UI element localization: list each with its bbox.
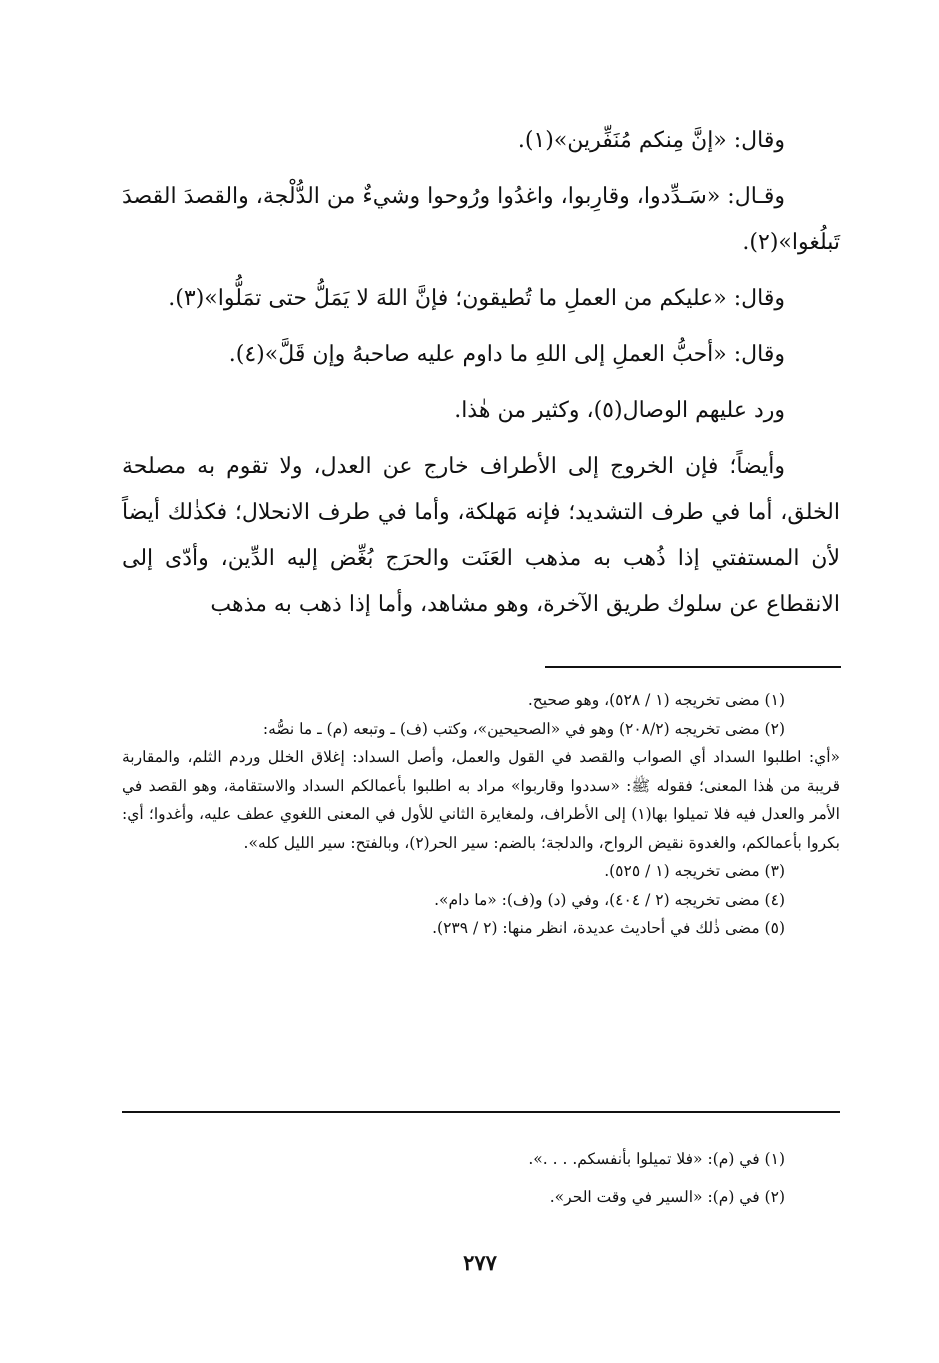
footnote-1: (١) مضى تخريجه (١ / ٥٢٨)، وهو صحيح. [527, 691, 785, 709]
main-text [122, 118, 840, 638]
paragraph-6: وأيضاً؛ فإن الخروج إلى الأطراف خارج عن العدل، ولا تقوم به مصلحة الخلق، أما في طرف التشديد؛ فإنه مَهلكة، وأما في طرف الانحلال؛ فكذٰلك أيضاً لأن المستفتي إذا ذُهب به مذهب العَنَت والحرَج بُغِّض إليه الدِّين، وأدّى إلى الانقطاع عن سلوك طريق الآخرة، وهو مشاهد، وأما إذا ذهب به مذهب [122, 454, 840, 617]
footnotes [122, 686, 840, 943]
paragraph-5: ورد عليهم الوصال(٥)، وكثير من هٰذا. [454, 398, 785, 423]
footnote-separator [545, 666, 841, 668]
page-number: ٢٧٧ [463, 1250, 497, 1275]
footnote-2: (٢) مضى تخريجه (٢٠٨/٢) وهو في «الصحيحين»، وكتب (ف) ـ وتبعه (م) ـ ما نصُّه: [262, 719, 785, 738]
variant-notes [122, 1140, 840, 1216]
footnote-3: (٣) مضى تخريجه (١ / ٥٢٥). [604, 862, 785, 880]
variant-notes-separator [122, 1111, 840, 1113]
footnote-4: (٤) مضى تخريجه (٢ / ٤٠٤)، وفي (د) و(ف): «ما دام». [434, 890, 785, 909]
paragraph-2: وقـال: «سَـدِّدوا، وقارِبوا، واغدُوا ورُوحوا وشيءٌ من الدُّلْجة، والقصدَ القصدَ تَبلُغوا»(٢). [122, 184, 840, 255]
variant-note-2: (٢) في (م): «السير في وقت الحر». [549, 1188, 785, 1206]
paragraph-3: وقال: «عليكم من العملِ ما تُطيقون؛ فإنَّ اللهَ لا يَمَلُّ حتى تمَلُّوا»(٣). [168, 286, 785, 311]
footnote-5: (٥) مضى ذٰلك في أحاديث عديدة، انظر منها: (٢ / ٢٣٩). [432, 919, 785, 937]
footnote-2-quote: «أي: اطلبوا السداد أي الصواب والقصد في القول والعمل، وأصل السداد: إغلاق الخلل وردم الثلم، والمقاربة قريبة من هٰذا المعنى؛ فقوله ﷺ: «سددوا وقاربوا» مراد به اطلبوا بأعمالكم السداد والاستقامة، وهو القصد في الأمر والعدل فيه فلا تميلوا بها(١) إلى الأطراف، ولمغايرة الثاني للأول في المعنى اللغوي عطف عليه، وأغدوا؛ أي: بكروا بأعمالكم، والغدوة نقيض الرواح، والدلجة؛ بالضم: سير الحر(٢)، وبالفتح: سير الليل كله». [122, 748, 840, 852]
paragraph-4: وقال: «أحبُّ العملِ إلى اللهِ ما داوم عليه صاحبهُ وإن قَلَّ»(٤). [228, 342, 785, 367]
variant-note-1: (١) في (م): «فلا تميلوا بأنفسكم. . . .». [528, 1150, 785, 1168]
paragraph-1: وقال: «إنَّ مِنكم مُنَفِّرين»(١). [517, 128, 785, 153]
